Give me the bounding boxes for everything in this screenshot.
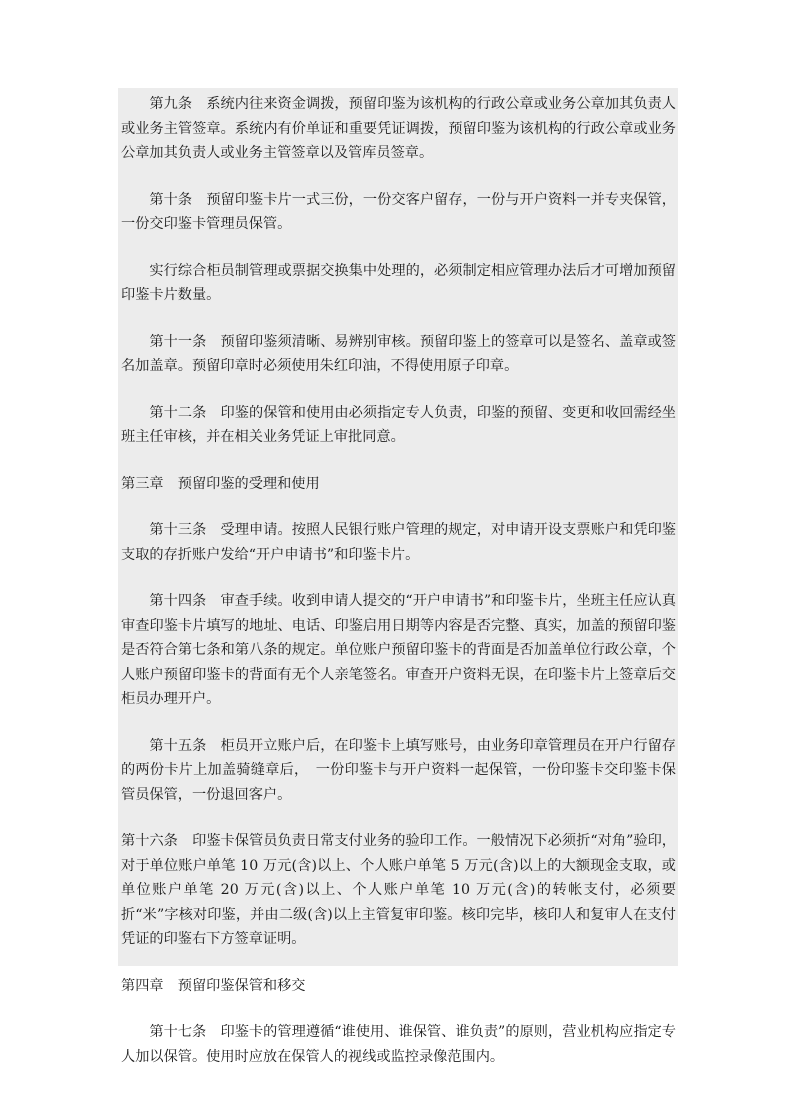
article-10: 第十条 预留印鉴卡片一式三份，一份交客户留存，一份与开户资料一并专夹保管，一份交印鉴卡管理员保管。 (121, 191, 676, 232)
chapter-4-heading: 第四章 预留印鉴保管和移交 (121, 977, 306, 994)
chapter-3-heading: 第三章 预留印鉴的受理和使用 (121, 475, 320, 492)
article-13: 第十三条 受理申请。按照人民银行账户管理的规定，对申请开设支票账户和凭印鉴支取的存折账户发给“开户申请书”和印鉴卡片。 (121, 522, 676, 563)
article-14: 第十四条 审查手续。收到申请人提交的“开户申请书”和印鉴卡片，坐班主任应认真审查印鉴卡片填写的地址、电话、印鉴启用日期等内容是否完整、真实，加盖的预留印鉴是否符合第七条和第八条的规定。单位账户预留印鉴卡的背面是否加盖单位行政公章，个人账户预留印鉴卡的背面有无个人亲笔签名。审查开户资料无误，在印鉴卡片上签章后交柜员办理开户。 (121, 593, 676, 707)
document-page (118, 88, 678, 1065)
article-10-supplement: 实行综合柜员制管理或票据交换集中处理的，必须制定相应管理办法后才可增加预留印鉴卡片数量。 (121, 262, 676, 303)
article-17: 第十七条 印鉴卡的管理遵循“谁使用、谁保管、谁负责”的原则，营业机构应指定专人加以保管。使用时应放在保管人的视线或监控录像范围内。 (121, 1024, 676, 1065)
article-9: 第九条 系统内往来资金调拨，预留印鉴为该机构的行政公章或业务公章加其负责人或业务主管签章。系统内有价单证和重要凭证调拨，预留印鉴为该机构的行政公章或业务公章加其负责人或业务主管签章以及管库员签章。 (121, 96, 676, 161)
article-15: 第十五条 柜员开立账户后，在印鉴卡上填写账号，由业务印章管理员在开户行留存的两份卡片上加盖骑缝章后， 一份印鉴卡与开户资料一起保管，一份印鉴卡交印鉴卡保管员保管，一份退回客户。 (121, 737, 676, 803)
article-16: 第十六条 印鉴卡保管员负责日常支付业务的验印工作。一般情况下必须折“对角”验印，对于单位账户单笔 10 万元(含)以上、个人账户单笔 5 万元(含)以上的大额现金支取，或单位账户单笔 20 万元(含)以上、个人账户单笔 10 万元(含)的转帐支付，必须要折“米”字核对印鉴，并由二级(含)以上主管复审印鉴。核印完毕，核印人和复审人在支付凭证的印鉴右下方签章证明。 (121, 833, 676, 947)
article-11: 第十一条 预留印鉴须清晰、易辨别审核。预留印鉴上的签章可以是签名、盖章或签名加盖章。预留印章时必须使用朱红印油，不得使用原子印章。 (121, 333, 676, 374)
article-12: 第十二条 印鉴的保管和使用由必须指定专人负责，印鉴的预留、变更和收回需经坐班主任审核，并在相关业务凭证上审批同意。 (121, 404, 676, 445)
